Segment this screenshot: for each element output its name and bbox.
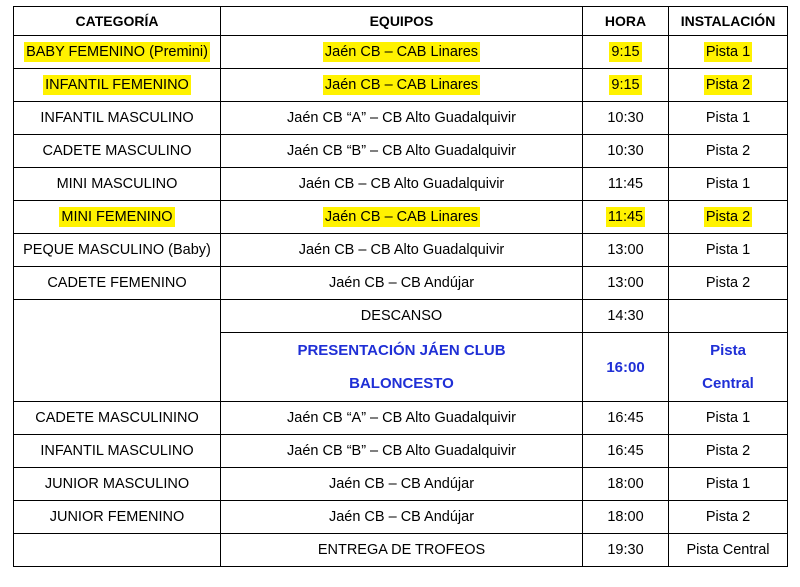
instalacion-cell: Pista 1	[669, 168, 788, 201]
hora-cell: 10:30	[583, 102, 669, 135]
equipos-cell: Jaén CB “A” – CB Alto Guadalquivir	[221, 402, 583, 435]
header-row	[14, 7, 788, 36]
table-row	[14, 102, 788, 135]
instalacion-cell: Pista 1	[669, 402, 788, 435]
header-hora: HORA	[583, 7, 669, 36]
trofeos-row	[14, 534, 788, 567]
instalacion-cell: Pista 1	[669, 102, 788, 135]
categoria-cell: BABY FEMENINO (Premini)	[26, 44, 208, 60]
categoria-cell: JUNIOR MASCULINO	[14, 468, 221, 501]
table-row	[14, 501, 788, 534]
empty-categoria-cell	[14, 534, 221, 567]
instalacion-cell: Pista 1	[669, 468, 788, 501]
equipos-cell: Jaén CB – CB Andújar	[221, 267, 583, 300]
empty-categoria-cell	[14, 300, 221, 402]
header-instalacion: INSTALACIÓN	[669, 7, 788, 36]
table-row	[14, 267, 788, 300]
table-row	[14, 69, 788, 102]
hora-cell: 13:00	[583, 234, 669, 267]
instalacion-cell: Pista 1	[705, 44, 751, 60]
equipos-cell: Jaén CB – CB Andújar	[221, 501, 583, 534]
schedule-table	[13, 6, 788, 567]
instalacion-cell: Pista 2	[669, 135, 788, 168]
categoria-cell: CADETE MASCULININO	[14, 402, 221, 435]
table-row	[14, 135, 788, 168]
presentacion-line1: PRESENTACIÓN JÁEN CLUB	[297, 342, 506, 359]
presentacion-line2: BALONCESTO	[349, 375, 454, 392]
categoria-cell: PEQUE MASCULINO (Baby)	[14, 234, 221, 267]
instalacion-cell: Pista 1	[669, 234, 788, 267]
hora-cell: 11:45	[583, 168, 669, 201]
descanso-cell: DESCANSO	[221, 300, 583, 333]
trofeos-cell: ENTREGA DE TROFEOS	[221, 534, 583, 567]
header-categoria: CATEGORÍA	[14, 7, 221, 36]
equipos-cell: Jaén CB – CAB Linares	[324, 77, 479, 93]
hora-cell: 18:00	[583, 501, 669, 534]
table-row	[14, 36, 788, 69]
equipos-cell: Jaén CB – CAB Linares	[324, 44, 479, 60]
categoria-cell: MINI MASCULINO	[14, 168, 221, 201]
instalacion-cell: Pista 2	[705, 209, 751, 225]
trofeos-instalacion-cell: Pista Central	[669, 534, 788, 567]
presentacion-hora: 16:00	[606, 358, 645, 376]
presentacion-instalacion-line1: Pista	[710, 342, 746, 359]
equipos-cell: Jaén CB “B” – CB Alto Guadalquivir	[221, 135, 583, 168]
hora-cell: 13:00	[583, 267, 669, 300]
equipos-cell: Jaén CB – CB Alto Guadalquivir	[221, 168, 583, 201]
hora-cell: 11:45	[607, 209, 644, 225]
categoria-cell: CADETE FEMENINO	[14, 267, 221, 300]
equipos-cell: Jaén CB – CB Andújar	[221, 468, 583, 501]
equipos-cell: Jaén CB “A” – CB Alto Guadalquivir	[221, 102, 583, 135]
descanso-row	[14, 300, 788, 333]
categoria-cell: INFANTIL MASCULINO	[14, 435, 221, 468]
hora-cell: 16:45	[583, 402, 669, 435]
table-row	[14, 234, 788, 267]
presentacion-instalacion-line2: Central	[702, 375, 754, 392]
table-row	[14, 402, 788, 435]
instalacion-cell: Pista 2	[669, 435, 788, 468]
instalacion-cell: Pista 2	[669, 501, 788, 534]
categoria-cell: MINI FEMENINO	[61, 209, 173, 225]
empty-instalacion-cell	[669, 300, 788, 333]
equipos-cell: Jaén CB – CAB Linares	[324, 209, 479, 225]
categoria-cell: CADETE MASCULINO	[14, 135, 221, 168]
categoria-cell: JUNIOR FEMENINO	[14, 501, 221, 534]
hora-cell: 18:00	[583, 468, 669, 501]
hora-cell: 10:30	[583, 135, 669, 168]
trofeos-hora-cell: 19:30	[583, 534, 669, 567]
header-equipos: EQUIPOS	[221, 7, 583, 36]
table-row	[14, 168, 788, 201]
equipos-cell: Jaén CB “B” – CB Alto Guadalquivir	[221, 435, 583, 468]
categoria-cell: INFANTIL MASCULINO	[14, 102, 221, 135]
instalacion-cell: Pista 2	[669, 267, 788, 300]
categoria-cell: INFANTIL FEMENINO	[45, 77, 189, 93]
equipos-cell: Jaén CB – CB Alto Guadalquivir	[221, 234, 583, 267]
hora-cell: 9:15	[611, 44, 640, 60]
hora-cell: 9:15	[611, 77, 640, 93]
hora-cell: 16:45	[583, 435, 669, 468]
table-row	[14, 435, 788, 468]
descanso-hora-cell: 14:30	[583, 300, 669, 333]
table-row	[14, 201, 788, 234]
instalacion-cell: Pista 2	[705, 77, 751, 93]
table-row	[14, 468, 788, 501]
